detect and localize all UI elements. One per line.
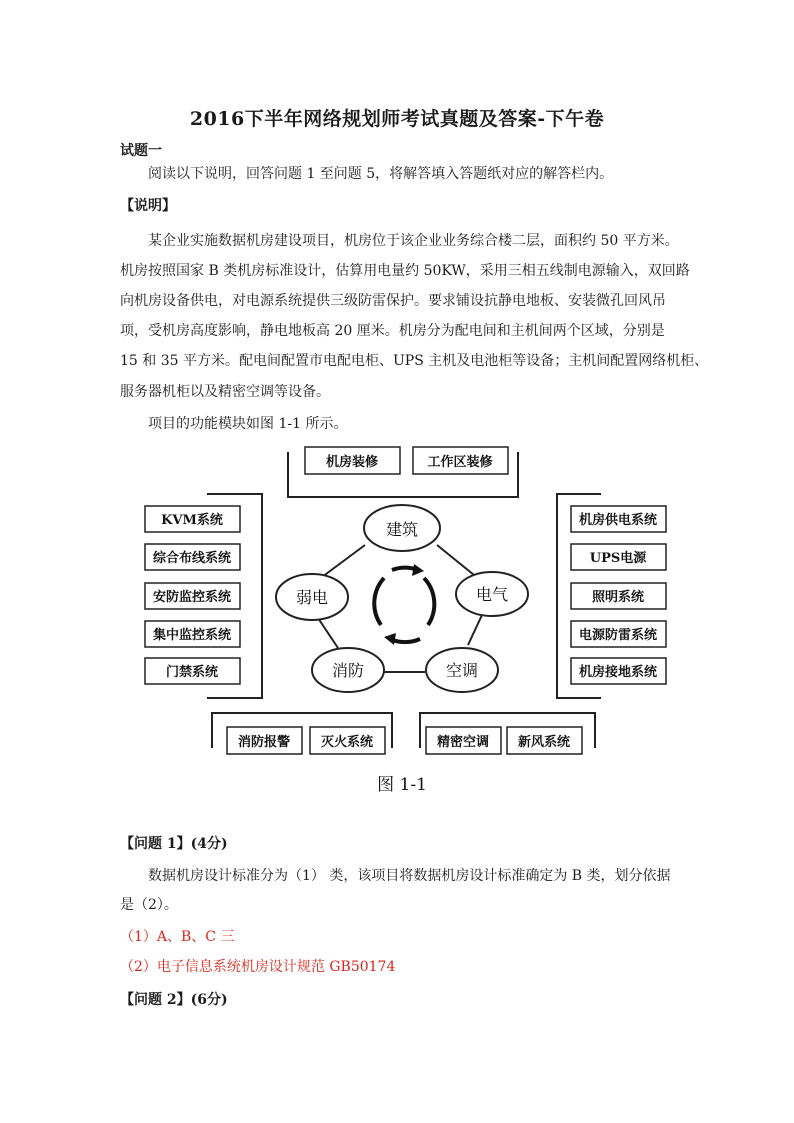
explain-heading: 【说明】 <box>120 198 176 214</box>
left-group-label: 安防监控系统 <box>152 590 232 605</box>
left-group-label: 集中监控系统 <box>152 628 232 643</box>
intro-text: 阅读以下说明，回答问题 1 至问题 5，将解答填入答题纸对应的解答栏内。 <box>148 166 614 182</box>
figure-intro: 项目的功能模块如图 1-1 所示。 <box>148 416 348 432</box>
right-group-label: UPS电源 <box>589 551 647 566</box>
center-node-label: 空调 <box>445 661 479 680</box>
right-group-label: 机房供电系统 <box>578 513 658 528</box>
page-title: 2016下半年网络规划师考试真题及答案-下午卷 <box>189 108 605 130</box>
body-line: 项，受机房高度影响，静电地板高 20 厘米。机房分为配电间和主机间两个区域，分别是 <box>120 323 665 339</box>
section-label: 试题一 <box>120 143 162 159</box>
top-group-label: 工作区装修 <box>427 455 493 470</box>
center-node-label: 建筑 <box>385 520 419 539</box>
q2-heading: 【问题 2】(6分) <box>120 992 228 1008</box>
q1-line: 是（2）。 <box>120 897 178 913</box>
right-group-label: 照明系统 <box>591 590 645 605</box>
top-group-label: 机房装修 <box>325 455 379 470</box>
bottom-right-label: 新风系统 <box>517 735 571 750</box>
body-line: 某企业实施数据机房建设项目，机房位于该企业业务综合楼二层，面积约 50 平方米。 <box>148 233 679 249</box>
right-group-label: 机房接地系统 <box>578 665 658 680</box>
body-line: 向机房设备供电，对电源系统提供三级防雷保护。要求铺设抗静电地板、安装微孔回风吊 <box>120 293 666 309</box>
bottom-right-label: 精密空调 <box>436 735 490 750</box>
center-node-label: 消防 <box>331 661 365 680</box>
cycle-arrows <box>374 568 434 642</box>
bottom-left-label: 灭火系统 <box>320 735 374 750</box>
figure-caption: 图 1-1 <box>377 775 427 795</box>
body-line: 15 和 35 平方米。配电间配置市电配电柜、UPS 主机及电池柜等设备；主机间配置网络机柜、 <box>120 353 709 369</box>
bottom-left-label: 消防报警 <box>237 735 291 750</box>
body-line: 机房按照国家 B 类机房标准设计，估算用电量约 50KW，采用三相五线制电源输入，双回路 <box>120 263 690 279</box>
q1-answer: （2）电子信息系统机房设计规范 GB50174 <box>120 959 396 975</box>
q1-line: 数据机房设计标准分为（1） 类，该项目将数据机房设计标准确定为 B 类，划分依据 <box>148 868 671 884</box>
left-group-label: 门禁系统 <box>165 665 219 680</box>
left-group-label: KVM系统 <box>161 513 223 528</box>
left-group-label: 综合布线系统 <box>152 551 232 566</box>
center-node-label: 弱电 <box>295 588 329 607</box>
q1-heading: 【问题 1】(4分) <box>120 836 228 852</box>
center-node-label: 电气 <box>475 585 509 604</box>
body-line: 服务器机柜以及精密空调等设备。 <box>120 384 330 400</box>
q1-answer: （1）A、B、C 三 <box>120 929 235 945</box>
right-group-label: 电源防雷系统 <box>578 628 658 643</box>
